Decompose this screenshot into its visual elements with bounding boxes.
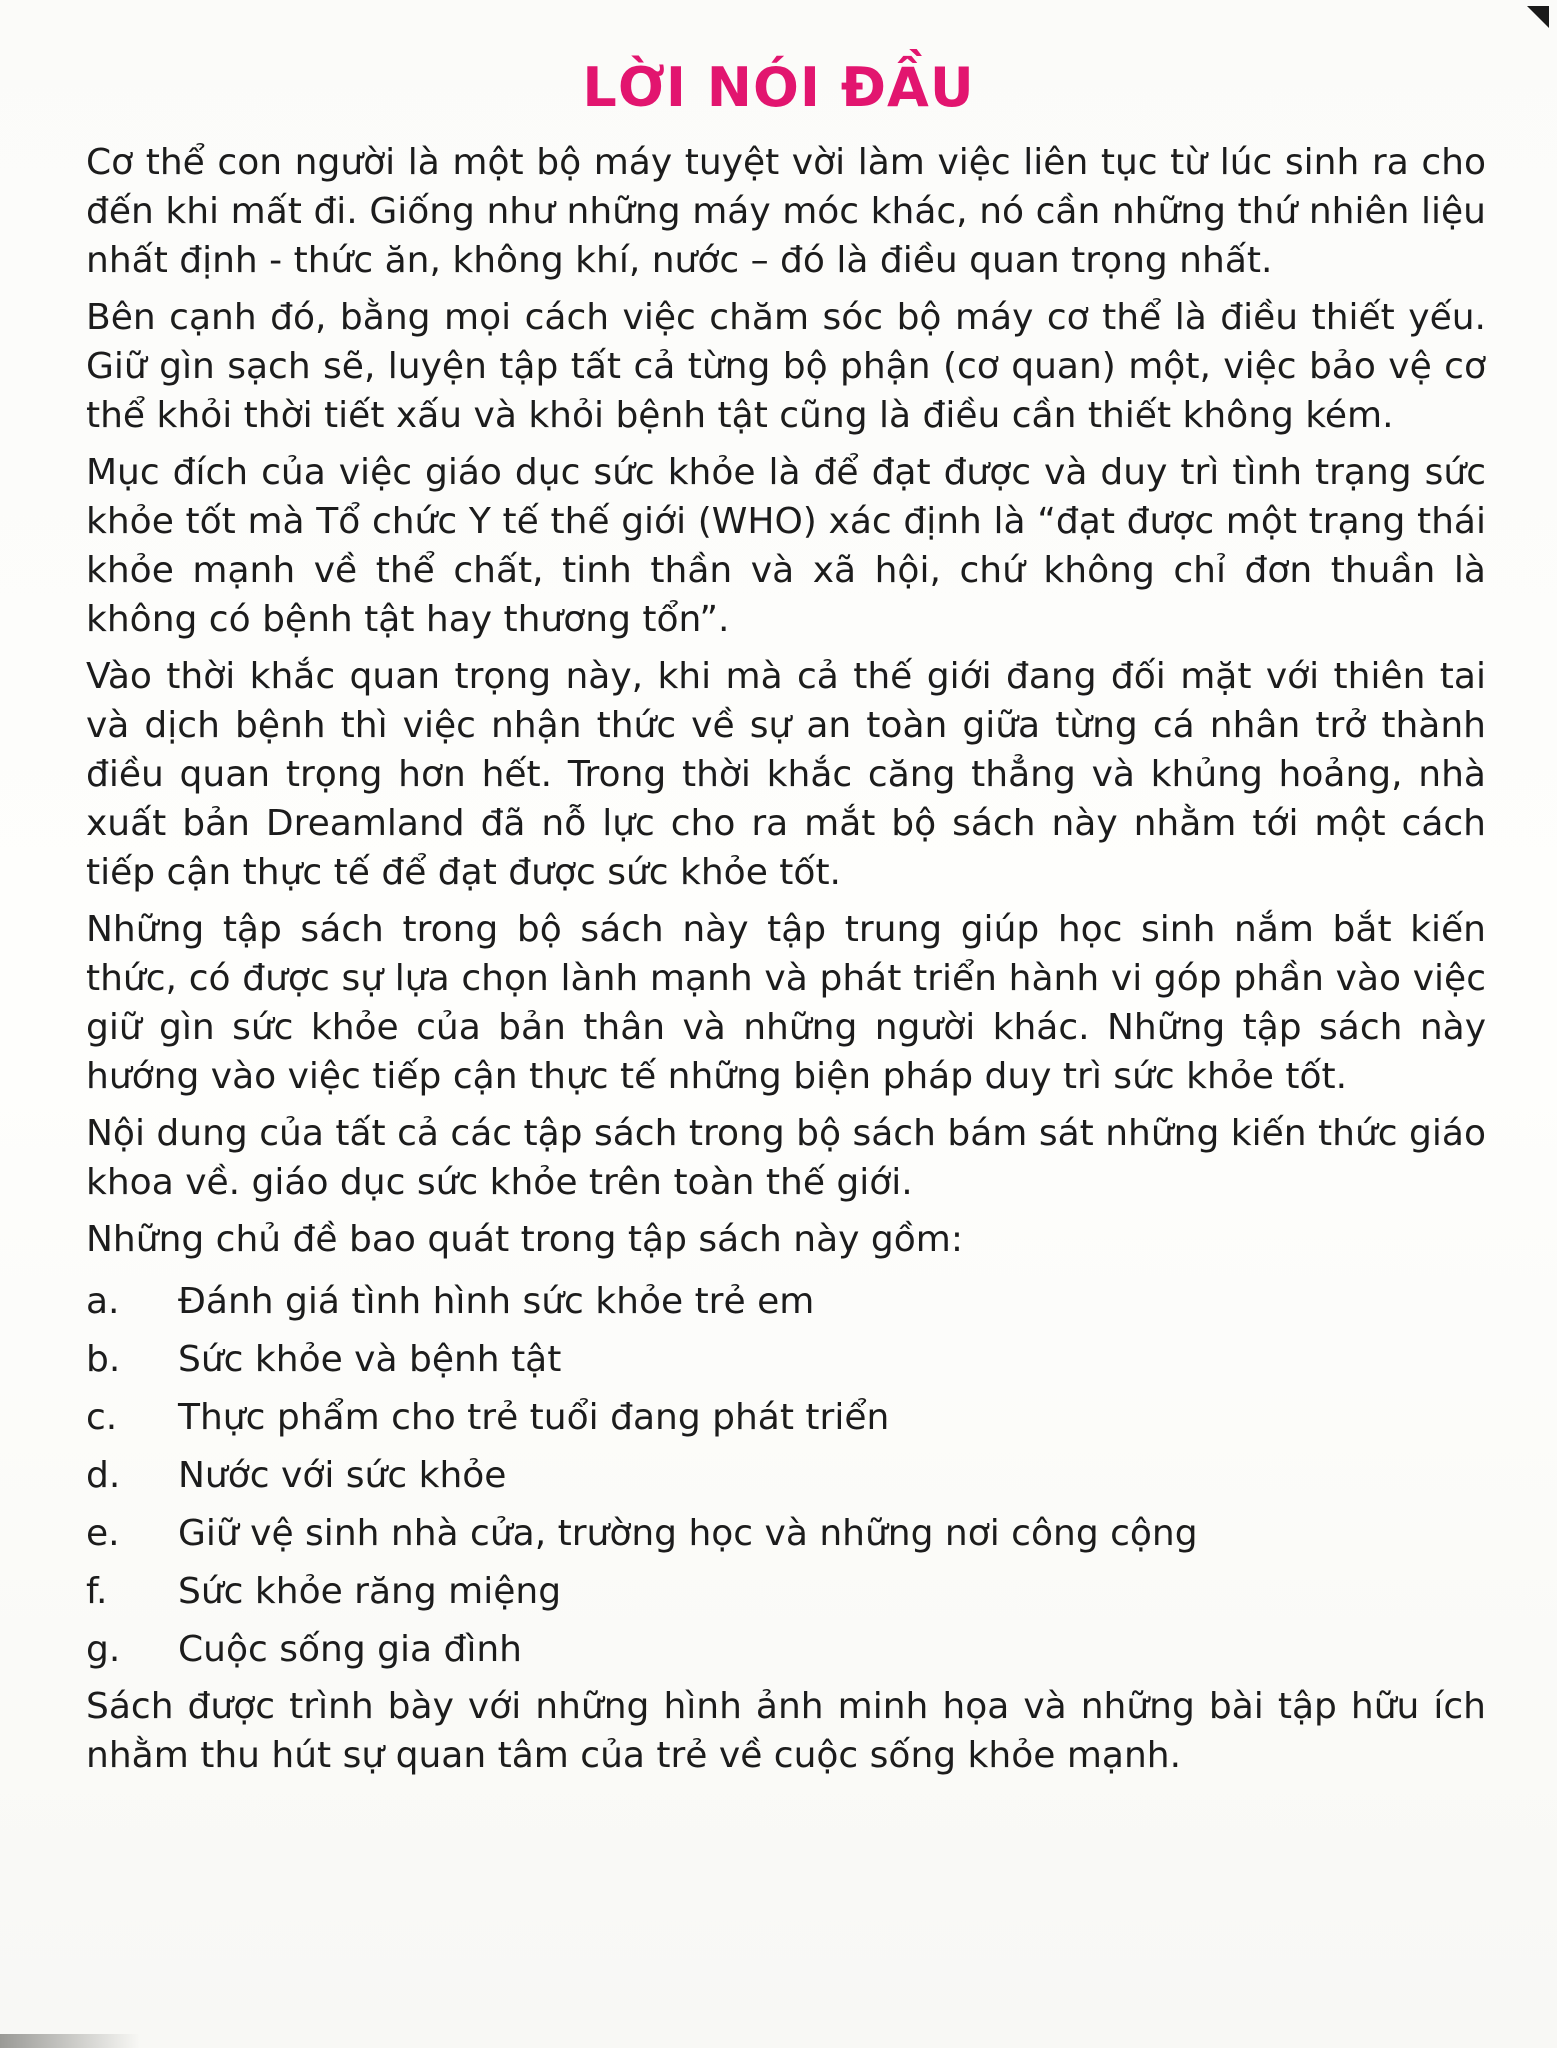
corner-crop-mark <box>1527 6 1549 28</box>
list-item-text: Nước với sức khỏe <box>178 1454 507 1496</box>
list-item <box>86 1330 1486 1388</box>
list-item <box>86 1388 1486 1446</box>
list-marker: c. <box>86 1396 118 1438</box>
list-item <box>86 1272 1486 1330</box>
page-edge-shadow <box>0 2034 140 2048</box>
list-item-text: Sức khỏe và bệnh tật <box>178 1338 562 1380</box>
list-marker: g. <box>86 1628 121 1670</box>
list-item-text: Sức khỏe răng miệng <box>178 1570 562 1612</box>
paragraph: Mục đích của việc giáo dục sức khỏe là để đạt được và duy trì tình trạng sức khỏe tốt mà Tổ chức Y tế thế giới (WHO) xác định là “đạt được một trạng thái khỏe mạnh về thể chất, tinh thần và xã hội, chứ không chỉ đơn thuần là không có bệnh tật hay thương tổn”. <box>86 452 1486 640</box>
list-marker: e. <box>86 1512 120 1554</box>
list-marker: f. <box>86 1570 108 1612</box>
paragraph: Những tập sách trong bộ sách này tập trung giúp học sinh nắm bắt kiến thức, có được sự lựa chọn lành mạnh và phát triển hành vi góp phần vào việc giữ gìn sức khỏe của bản thân và những người khác. Những tập sách này hướng vào việc tiếp cận thực tế những biện pháp duy trì sức khỏe tốt. <box>86 909 1486 1097</box>
list-intro: Những chủ đề bao quát trong tập sách này gồm: <box>86 1219 963 1260</box>
body-text <box>86 138 1486 1788</box>
paragraph: Nội dung của tất cả các tập sách trong bộ sách bám sát những kiến thức giáo khoa về. giáo dục sức khỏe trên toàn thế giới. <box>86 1113 1486 1203</box>
list-item <box>86 1562 1486 1620</box>
list-item <box>86 1620 1486 1678</box>
list-item-text: Thực phẩm cho trẻ tuổi đang phát triển <box>178 1396 890 1438</box>
paragraph: Vào thời khắc quan trọng này, khi mà cả thế giới đang đối mặt với thiên tai và dịch bệnh thì việc nhận thức về sự an toàn giữa từng cá nhân trở thành điều quan trọng hơn hết. Trong thời khắc căng thẳng và khủng hoảng, nhà xuất bản Dreamland đã nỗ lực cho ra mắt bộ sách này nhằm tới một cách tiếp cận thực tế để đạt được sức khỏe tốt. <box>86 656 1486 893</box>
topics-list <box>86 1272 1486 1678</box>
closing-paragraph: Sách được trình bày với những hình ảnh minh họa và những bài tập hữu ích nhằm thu hút sự quan tâm của trẻ về cuộc sống khỏe mạnh. <box>86 1686 1486 1776</box>
list-item <box>86 1504 1486 1562</box>
page-title: LỜI NÓI ĐẦU <box>582 56 975 119</box>
list-marker: b. <box>86 1338 121 1380</box>
list-item-text: Cuộc sống gia đình <box>178 1628 522 1670</box>
list-marker: a. <box>86 1280 120 1322</box>
list-item <box>86 1446 1486 1504</box>
list-marker: d. <box>86 1454 121 1496</box>
list-item-text: Đánh giá tình hình sức khỏe trẻ em <box>178 1280 815 1322</box>
paragraph: Cơ thể con người là một bộ máy tuyệt vời làm việc liên tục từ lúc sinh ra cho đến khi mất đi. Giống như những máy móc khác, nó cần những thứ nhiên liệu nhất định - thức ăn, không khí, nước – đó là điều quan trọng nhất. <box>86 142 1486 281</box>
list-item-text: Giữ vệ sinh nhà cửa, trường học và những nơi công cộng <box>178 1512 1198 1554</box>
paragraph: Bên cạnh đó, bằng mọi cách việc chăm sóc bộ máy cơ thể là điều thiết yếu. Giữ gìn sạch sẽ, luyện tập tất cả từng bộ phận (cơ quan) một, việc bảo vệ cơ thể khỏi thời tiết xấu và khỏi bệnh tật cũng là điều cần thiết không kém. <box>86 297 1486 436</box>
